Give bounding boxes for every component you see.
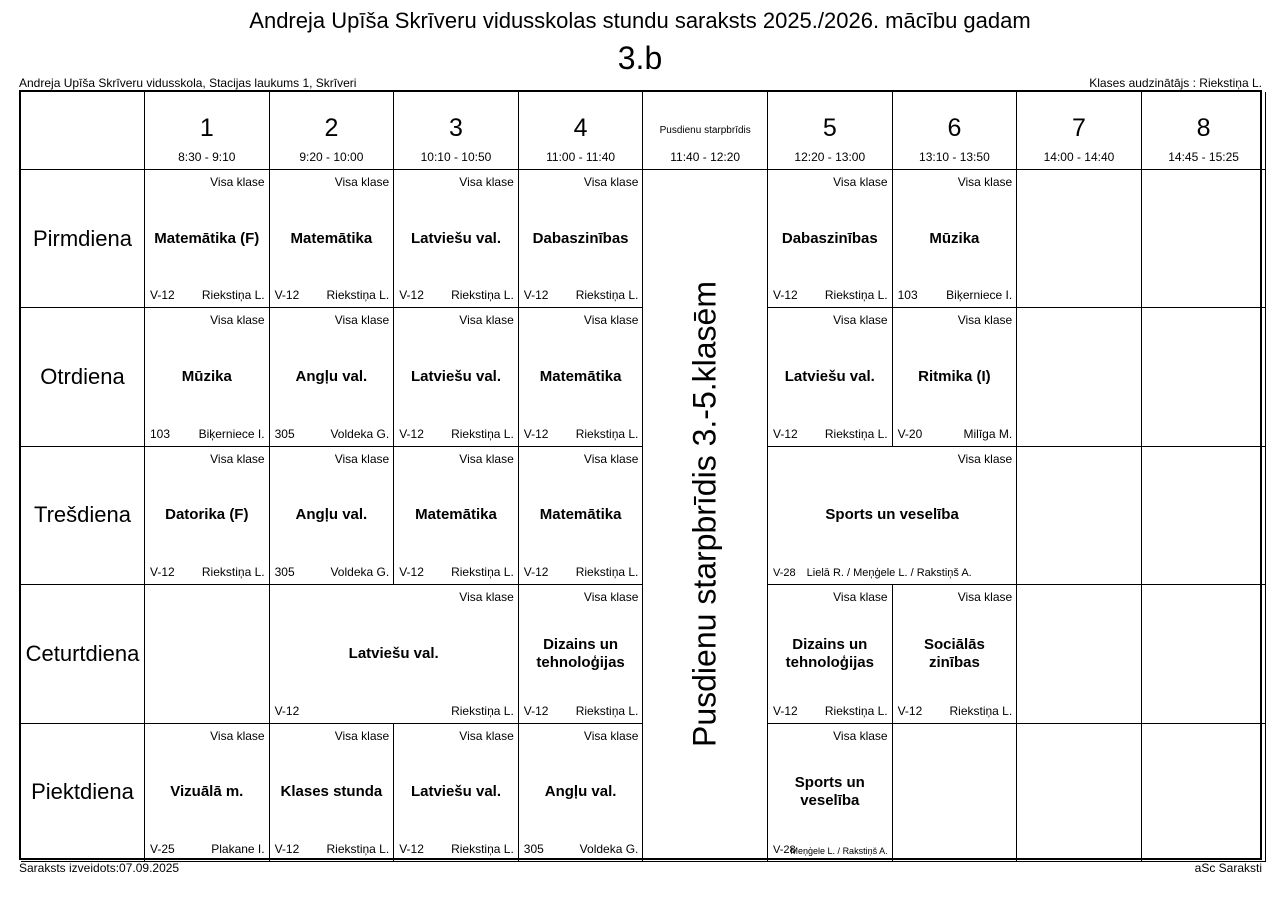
lesson-cell[interactable] (893, 308, 1018, 446)
lesson-cell[interactable] (768, 724, 893, 862)
lesson-teacher: Lielā R. / Meņģele L. / Rakstiņš A. (806, 567, 972, 580)
lesson-room: V-12 (523, 288, 549, 303)
day-label: Pirmdiena (21, 170, 145, 308)
lesson-room: V-12 (399, 288, 424, 303)
lesson-group: Visa klase (459, 451, 514, 466)
timetable-grid (19, 90, 1262, 860)
period-header (893, 92, 1018, 170)
timetable-title: Andreja Upīša Skrīveru vidusskolas stundu saraksts 2025./2026. mācību gadam (249, 8, 1031, 33)
period-time: 11:40 - 12:20 (670, 150, 741, 164)
lesson-subject: Sports un veselība (825, 506, 959, 524)
lesson-teacher: Biķerniece I. (198, 426, 265, 441)
school-address: Andreja Upīša Skrīveru vidusskola, Stacijas laukums 1, Skrīveri (19, 76, 357, 90)
lesson-teacher: Riekstiņa L. (824, 288, 888, 303)
lesson-room: V-12 (773, 703, 798, 718)
lesson-teacher: Riekstiņa L. (575, 703, 639, 718)
period-number: 1 (199, 114, 214, 142)
lesson-group: Visa klase (583, 175, 639, 189)
lesson-teacher: Riekstiņa L. (451, 841, 514, 856)
break-header (643, 92, 768, 170)
lesson-cell[interactable] (519, 447, 644, 585)
lesson-teacher: Riekstiņa L. (326, 288, 390, 303)
lesson-room: V-28 (773, 843, 796, 856)
lesson-cell[interactable] (145, 308, 270, 446)
lesson-group: Visa klase (459, 728, 514, 743)
lesson-group: Visa klase (583, 590, 639, 605)
lesson-teacher: Riekstiņa L. (575, 426, 639, 441)
lesson-subject: Datorika (F) (165, 506, 249, 524)
lesson-cell[interactable] (270, 585, 519, 723)
lesson-cell[interactable] (145, 447, 270, 585)
lesson-room: V-12 (274, 288, 300, 303)
lesson-room: V-12 (399, 565, 424, 580)
period-number: 8 (1196, 114, 1211, 142)
lesson-cell[interactable] (519, 724, 644, 862)
lesson-subject: Latviešu val. (410, 229, 501, 247)
lesson-subject: Mūzika (181, 368, 232, 386)
period-time: 12:20 - 13:00 (794, 150, 866, 164)
lesson-teacher: Riekstiņa L. (451, 426, 514, 441)
lesson-teacher: Milīga M. (963, 426, 1013, 441)
period-time: 10:10 - 10:50 (420, 150, 492, 164)
period-header (270, 92, 395, 170)
empty-cell (1017, 585, 1142, 723)
lesson-room: V-12 (897, 703, 923, 718)
empty-cell (1017, 447, 1142, 585)
lesson-group: Visa klase (957, 175, 1013, 189)
lesson-group: Visa klase (833, 175, 888, 189)
lesson-room: V-12 (274, 703, 300, 718)
lesson-subject: Dizains un tehnoloģijas (536, 635, 625, 671)
period-time: 11:00 - 11:40 (546, 150, 616, 164)
period-number: 2 (324, 114, 339, 142)
software-name: aSc Saraksti (1194, 861, 1262, 875)
lesson-subject: Mūzika (929, 229, 980, 247)
period-header (394, 92, 519, 170)
period-header (1017, 92, 1142, 170)
lesson-room: V-12 (274, 841, 300, 856)
lesson-room: V-25 (150, 841, 175, 856)
empty-cell (1142, 585, 1267, 723)
lesson-group: Visa klase (459, 175, 514, 189)
period-time: 14:45 - 15:25 (1168, 150, 1239, 164)
empty-cell (1142, 724, 1267, 862)
lesson-group: Visa klase (957, 590, 1013, 605)
lesson-cell[interactable] (893, 585, 1018, 723)
corner-cell (21, 92, 145, 170)
lesson-cell[interactable] (145, 724, 270, 862)
lesson-subject: Matemātika (415, 506, 497, 524)
break-column (643, 170, 768, 862)
lesson-room: V-12 (773, 426, 798, 441)
lesson-room: V-12 (523, 426, 549, 441)
lesson-cell[interactable] (519, 170, 644, 308)
empty-cell (145, 585, 270, 723)
period-number: 3 (449, 114, 463, 142)
created-date: Saraksts izveidots:07.09.2025 (19, 861, 180, 875)
lesson-room: 103 (150, 426, 171, 441)
lesson-teacher: Riekstiņa L. (575, 565, 639, 580)
day-label: Otrdiena (21, 308, 145, 446)
lesson-subject: Latviešu val. (410, 783, 501, 801)
lesson-subject: Latviešu val. (784, 368, 875, 386)
lesson-room: V-28 (773, 567, 796, 580)
lesson-cell[interactable] (394, 724, 519, 862)
lesson-subject: Angļu val. (295, 368, 368, 386)
lesson-cell[interactable] (270, 308, 395, 446)
empty-cell (1142, 308, 1267, 446)
lesson-room: V-12 (150, 288, 175, 303)
period-time: 14:00 - 14:40 (1043, 150, 1115, 164)
lesson-teacher: Meņģele L. / Rakstiņš A. (790, 845, 888, 856)
lesson-subject: Sports un veselība (794, 774, 865, 810)
lesson-teacher: Riekstiņa L. (451, 703, 514, 718)
lesson-room: V-12 (150, 565, 175, 580)
lesson-teacher: Riekstiņa L. (326, 841, 390, 856)
break-text: Pusdienu starpbrīdis 3.-5.klasēm (686, 281, 723, 747)
lesson-subject: Matemātika (290, 229, 373, 247)
lesson-subject: Dabaszinības (532, 229, 629, 247)
lesson-teacher: Riekstiņa L. (451, 565, 514, 580)
lesson-room-teacher (773, 567, 1012, 579)
lesson-room: V-12 (523, 703, 549, 718)
lesson-group: Visa klase (334, 728, 390, 743)
lesson-cell[interactable] (893, 170, 1018, 308)
lesson-subject: Latviešu val. (410, 368, 501, 386)
lesson-cell[interactable] (145, 170, 270, 308)
period-number: 7 (1072, 114, 1086, 142)
empty-cell (1142, 447, 1267, 585)
lesson-room: 103 (897, 288, 918, 303)
lesson-cell[interactable] (270, 170, 395, 308)
lesson-group: Visa klase (583, 451, 639, 466)
period-time: 8:30 - 9:10 (178, 150, 236, 164)
lesson-teacher: Biķerniece I. (946, 288, 1013, 303)
lesson-group: Visa klase (957, 313, 1013, 328)
class-name: 3.b (617, 40, 663, 76)
lesson-teacher: Riekstiņa L. (824, 426, 888, 441)
lesson-teacher: Plakane I. (211, 841, 265, 856)
lesson-group: Visa klase (334, 175, 390, 189)
lesson-subject: Matemātika (F) (154, 229, 260, 247)
lesson-teacher: Voldeka G. (330, 565, 390, 580)
lesson-subject: Angļu val. (295, 506, 368, 524)
lesson-cell[interactable] (519, 308, 644, 446)
empty-cell (1142, 170, 1267, 308)
lesson-group: Visa klase (334, 451, 390, 466)
period-header (519, 92, 644, 170)
lesson-cell[interactable] (768, 170, 893, 308)
period-number: 5 (822, 114, 837, 142)
lesson-cell[interactable] (768, 447, 1017, 585)
lesson-group: Visa klase (459, 313, 514, 328)
lesson-subject: Vizuālā m. (170, 783, 244, 801)
period-header (768, 92, 893, 170)
empty-cell (893, 724, 1018, 862)
lesson-room: 305 (274, 565, 295, 580)
lesson-room: 305 (523, 841, 544, 856)
lesson-subject: Ritmika (I) (918, 368, 991, 386)
lesson-group: Visa klase (210, 728, 265, 743)
lesson-cell[interactable] (394, 170, 519, 308)
lesson-group: Visa klase (459, 590, 514, 605)
lesson-room: V-12 (523, 565, 549, 580)
lesson-subject: Matemātika (539, 368, 622, 386)
lesson-cell[interactable] (519, 585, 644, 723)
lesson-group: Visa klase (957, 451, 1013, 466)
period-time: 13:10 - 13:50 (919, 150, 990, 164)
lesson-teacher: Riekstiņa L. (201, 565, 265, 580)
lesson-subject: Dabaszinības (781, 229, 878, 247)
lesson-subject: Angļu val. (544, 783, 617, 801)
empty-cell (1017, 170, 1142, 308)
period-number: 6 (947, 114, 962, 142)
lesson-group: Visa klase (833, 313, 888, 328)
day-label: Ceturtdiena (21, 585, 145, 723)
lesson-group: Visa klase (583, 313, 639, 328)
lesson-group: Visa klase (833, 590, 888, 605)
lesson-teacher: Riekstiņa L. (949, 703, 1013, 718)
lesson-group: Visa klase (833, 728, 888, 743)
period-header (1142, 92, 1267, 170)
class-teacher: Klases audzinātājs : Riekstiņa L. (1089, 76, 1262, 90)
lesson-teacher: Voldeka G. (579, 841, 639, 856)
day-label: Trešdiena (21, 447, 145, 585)
period-header (145, 92, 270, 170)
lesson-cell[interactable] (394, 447, 519, 585)
lesson-group: Visa klase (210, 175, 265, 189)
lesson-room: V-12 (773, 288, 798, 303)
lesson-subject: Matemātika (539, 506, 622, 524)
lesson-teacher: Riekstiņa L. (451, 288, 514, 303)
lesson-group: Visa klase (210, 451, 265, 466)
lesson-cell[interactable] (768, 585, 893, 723)
lesson-teacher: Riekstiņa L. (575, 288, 639, 303)
lesson-subject: Dizains un tehnoloģijas (785, 635, 874, 671)
empty-cell (1017, 308, 1142, 446)
lesson-subject: Klases stunda (280, 783, 383, 801)
lesson-room: V-20 (897, 426, 923, 441)
lesson-group: Visa klase (583, 728, 639, 743)
empty-cell (1017, 724, 1142, 862)
break-label: Pusdienu starpbrīdis (659, 125, 751, 136)
lesson-cell[interactable] (768, 308, 893, 446)
lesson-teacher: Riekstiņa L. (824, 703, 888, 718)
lesson-group: Visa klase (334, 313, 390, 328)
lesson-cell[interactable] (394, 308, 519, 446)
lesson-group: Visa klase (210, 313, 265, 328)
day-label: Piektdiena (21, 724, 145, 862)
period-number: 4 (573, 114, 588, 142)
lesson-room: V-12 (399, 426, 424, 441)
period-time: 9:20 - 10:00 (299, 150, 364, 164)
lesson-subject: Latviešu val. (348, 644, 439, 662)
lesson-cell[interactable] (270, 447, 395, 585)
lesson-teacher: Voldeka G. (330, 426, 390, 441)
lesson-subject: Sociālās zinības (923, 635, 985, 671)
lesson-teacher: Riekstiņa L. (201, 288, 265, 303)
lesson-room: V-12 (399, 841, 424, 856)
lesson-cell[interactable] (270, 724, 395, 862)
lesson-room: 305 (274, 426, 295, 441)
